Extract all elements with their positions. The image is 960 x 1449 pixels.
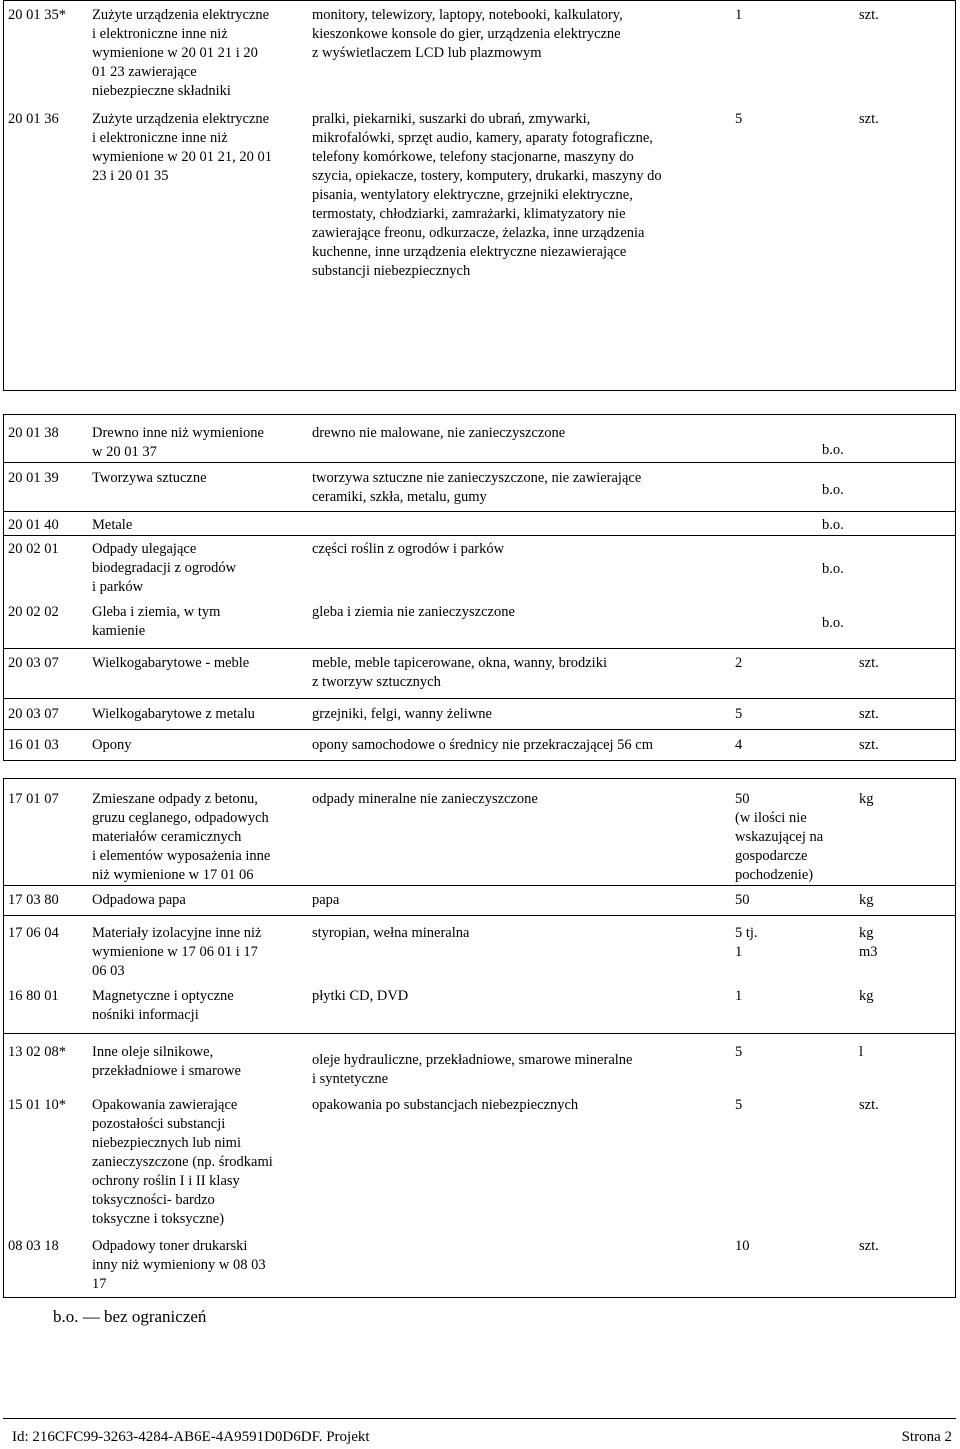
- quantity: 1: [735, 7, 743, 23]
- waste-code: 20 01 36: [8, 111, 59, 127]
- waste-code: 16 80 01: [8, 988, 59, 1004]
- unit: szt.: [859, 111, 879, 127]
- waste-name: Wielkogabarytowe z metalu: [92, 706, 255, 722]
- waste-description: części roślin z ogrodów i parków: [312, 541, 505, 557]
- waste-description: pralki, piekarniki, suszarki do ubrań, zmywarki, mikrofalówki, sprzęt audio, kamery, aparaty fotograficzne, telefony komórkowe, telefony stacjonarne, maszyny do szycia, opiekacze, tostery, komputery, drukarki, maszyny do pisania, wentylatory elektryczne, grzejniki elektryczne, termostaty, chłodziarki, zamrażarki, klimatyzatory nie zawierające freonu, odkurzacze, żelazka, inne urządzenia kuchenne, inne urządzenia elektryczne niezawierające substancji niebezpiecznych: [312, 111, 662, 279]
- waste-code: 20 01 35*: [8, 7, 66, 23]
- waste-description: grzejniki, felgi, wanny żeliwne: [312, 706, 492, 722]
- document-id: Id: 216CFC99-3263-4284-AB6E-4A9591D0D6DF. Projekt: [12, 1429, 370, 1445]
- waste-table-section-1: [3, 0, 956, 391]
- waste-name: Zużyte urządzenia elektryczne i elektroniczne inne niż wymienione w 20 01 21, 20 01 23 i 20 01 35: [92, 111, 273, 184]
- waste-code: 08 03 18: [8, 1238, 59, 1254]
- waste-description: monitory, telewizory, laptopy, notebooki, kalkulatory, kieszonkowe konsole do gier, urządzenia elektryczne z wyświetlaczem LCD lub plazmowym: [312, 7, 623, 61]
- quantity: 4: [735, 737, 743, 753]
- waste-name: Gleba i ziemia, w tym kamienie: [92, 604, 221, 639]
- waste-name: Wielkogabarytowe - meble: [92, 655, 250, 671]
- waste-code: 17 01 07: [8, 791, 59, 807]
- waste-code: 20 01 40: [8, 517, 59, 533]
- page-number: Strona 2: [901, 1429, 952, 1445]
- waste-code: 16 01 03: [8, 737, 59, 753]
- waste-table-section-2: [3, 414, 956, 761]
- quantity: 5: [735, 1097, 743, 1113]
- table-row: [4, 729, 955, 753]
- quantity: 5: [735, 706, 743, 722]
- quantity: 50 (w ilości nie wskazującej na gospodarcze pochodzenie): [735, 791, 824, 883]
- waste-description: płytki CD, DVD: [312, 988, 409, 1004]
- limit-label: b.o.: [822, 561, 844, 577]
- waste-code: 17 03 80: [8, 892, 59, 908]
- table-row: [4, 648, 955, 690]
- waste-code: 20 03 07: [8, 706, 59, 722]
- unit: kg m3: [859, 925, 878, 960]
- table-row: [4, 915, 955, 979]
- waste-code: 17 06 04: [8, 925, 59, 941]
- unit: szt.: [859, 655, 879, 671]
- waste-code: 20 02 02: [8, 604, 59, 620]
- unit: szt.: [859, 737, 879, 753]
- waste-description: odpady mineralne nie zanieczyszczone: [312, 791, 538, 807]
- table-row: [4, 462, 955, 505]
- limit-label: b.o.: [822, 615, 844, 631]
- waste-description: gleba i ziemia nie zanieczyszczone: [312, 604, 515, 620]
- waste-description: oleje hydrauliczne, przekładniowe, smarowe mineralne i syntetyczne: [312, 1052, 633, 1087]
- waste-description: drewno nie malowane, nie zanieczyszczone: [312, 425, 566, 441]
- waste-name: Tworzywa sztuczne: [92, 470, 207, 486]
- quantity: 5: [735, 111, 743, 127]
- unit: kg: [859, 988, 874, 1004]
- waste-description: opony samochodowe o średnicy nie przekraczającej 56 cm: [312, 737, 654, 753]
- waste-name: Odpadowa papa: [92, 892, 186, 908]
- waste-code: 20 01 39: [8, 470, 59, 486]
- waste-description: meble, meble tapicerowane, okna, wanny, brodziki z tworzyw sztucznych: [312, 655, 607, 690]
- waste-code: 20 02 01: [8, 541, 59, 557]
- waste-name: Magnetyczne i optyczne nośniki informacji: [92, 988, 234, 1023]
- unit: kg: [859, 791, 874, 807]
- table-row: [4, 1033, 955, 1087]
- waste-name: Zmieszane odpady z betonu, gruzu ceglanego, odpadowych materiałów ceramicznych i elementów wyposażenia inne niż wymienione w 17 01 06: [92, 791, 271, 883]
- waste-code: 20 01 38: [8, 425, 59, 441]
- waste-code: 20 03 07: [8, 655, 59, 671]
- quantity: 50: [735, 892, 750, 908]
- waste-table-section-3: [3, 778, 956, 1298]
- waste-name: Zużyte urządzenia elektryczne i elektroniczne inne niż wymienione w 20 01 21 i 20 01 23 zawierające niebezpieczne składniki: [92, 7, 270, 99]
- limit-label: b.o.: [822, 517, 844, 533]
- unit: szt.: [859, 1238, 879, 1254]
- waste-name: Drewno inne niż wymienione w 20 01 37: [92, 425, 264, 460]
- unit: kg: [859, 892, 874, 908]
- unit: szt.: [859, 7, 879, 23]
- footer-divider: [3, 1418, 956, 1419]
- waste-name: Metale: [92, 517, 133, 533]
- unit: szt.: [859, 1097, 879, 1113]
- waste-name: Odpadowy toner drukarski inny niż wymieniony w 08 03 17: [92, 1238, 266, 1292]
- waste-code: 13 02 08*: [8, 1044, 66, 1060]
- waste-description: papa: [312, 892, 340, 908]
- table-row: [4, 698, 955, 722]
- table-row: [4, 511, 955, 533]
- quantity: 10: [735, 1238, 750, 1254]
- waste-name: Opakowania zawierające pozostałości substancji niebezpiecznych lub nimi zanieczyszczone (np. środkami ochrony roślin I i II klasy toksyczności- bardzo toksyczne i toksyczne): [92, 1097, 273, 1227]
- quantity: 2: [735, 655, 743, 671]
- unit: l: [859, 1044, 864, 1060]
- limit-label: b.o.: [822, 442, 844, 458]
- quantity: 5 tj. 1: [735, 925, 758, 960]
- table-row: [4, 535, 955, 595]
- waste-description: opakowania po substancjach niebezpiecznych: [312, 1097, 579, 1113]
- waste-name: Opony: [92, 737, 132, 753]
- abbreviation-legend: b.o. — bez ograniczeń: [53, 1307, 207, 1326]
- waste-description: tworzywa sztuczne nie zanieczyszczone, nie zawierające ceramiki, szkła, metalu, gumy: [312, 470, 642, 505]
- limit-label: b.o.: [822, 482, 844, 498]
- quantity: 5: [735, 1044, 743, 1060]
- waste-name: Odpady ulegające biodegradacji z ogrodów i parków: [92, 541, 237, 595]
- waste-code: 15 01 10*: [8, 1097, 66, 1113]
- quantity: 1: [735, 988, 743, 1004]
- table-row: [4, 885, 955, 908]
- waste-name: Inne oleje silnikowe, przekładniowe i smarowe: [92, 1044, 241, 1079]
- unit: szt.: [859, 706, 879, 722]
- waste-description: styropian, wełna mineralna: [312, 925, 470, 941]
- waste-name: Materiały izolacyjne inne niż wymienione w 17 06 01 i 17 06 03: [92, 925, 262, 979]
